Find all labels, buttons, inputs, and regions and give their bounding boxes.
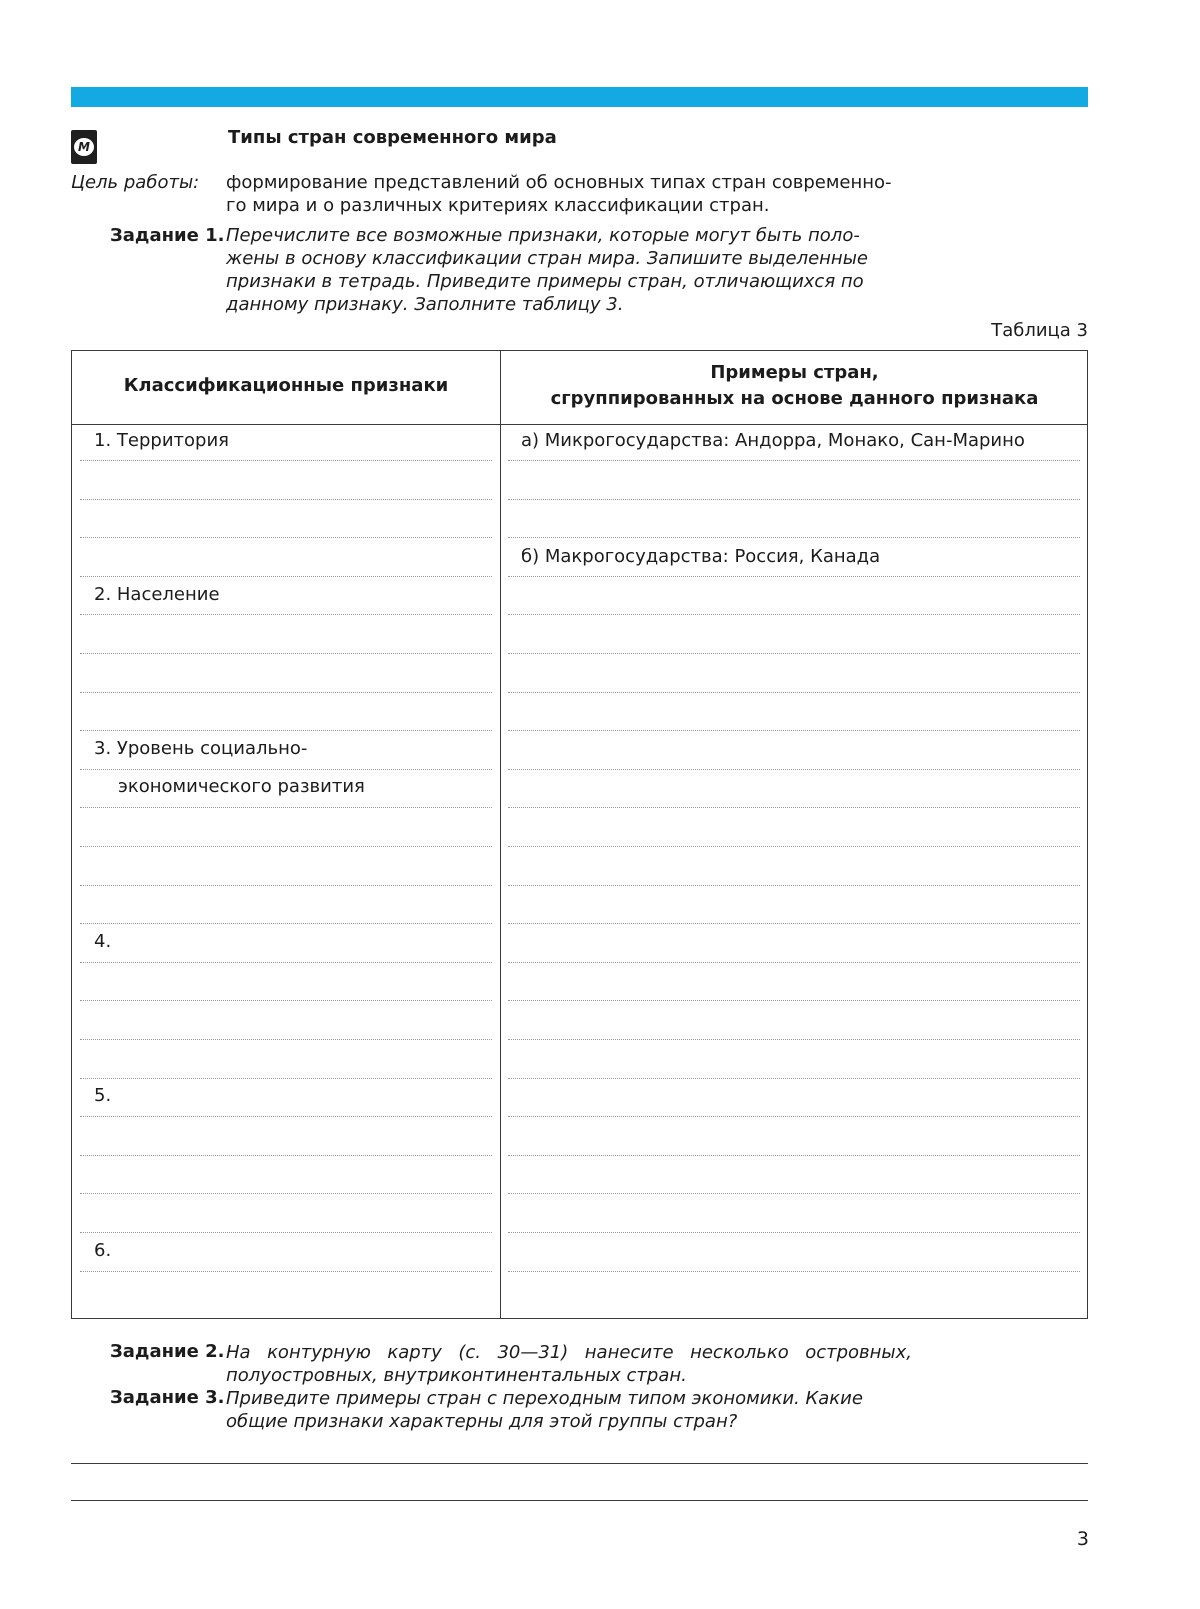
- writing-line-left[interactable]: [80, 769, 492, 770]
- writing-line-right[interactable]: [508, 730, 1080, 731]
- writing-line-right[interactable]: [508, 1155, 1080, 1156]
- task3-label: Задание 3.: [110, 1387, 225, 1408]
- writing-line-left[interactable]: [80, 1232, 492, 1233]
- writing-line-left[interactable]: [80, 1193, 492, 1194]
- task1-text: [226, 224, 868, 316]
- row-4: 4.: [94, 931, 112, 952]
- worksheet-title: Типы стран современного мира: [228, 127, 557, 148]
- answer-line[interactable]: [71, 1463, 1088, 1464]
- marker-letter: М: [74, 138, 94, 156]
- writing-line-right[interactable]: [508, 885, 1080, 886]
- writing-line-left[interactable]: [80, 923, 492, 924]
- writing-line-right[interactable]: [508, 1116, 1080, 1117]
- writing-line-right[interactable]: [508, 692, 1080, 693]
- task2-text: [226, 1341, 912, 1387]
- header-divider: [72, 424, 1087, 425]
- writing-line-left[interactable]: [80, 460, 492, 461]
- writing-line-right[interactable]: [508, 962, 1080, 963]
- goal-line: формирование представлений об основных типах стран современно-: [226, 172, 892, 193]
- writing-line-right[interactable]: [508, 460, 1080, 461]
- writing-line-left[interactable]: [80, 576, 492, 577]
- writing-line-left[interactable]: [80, 1000, 492, 1001]
- writing-line-right[interactable]: [508, 1078, 1080, 1079]
- writing-line-left[interactable]: [80, 653, 492, 654]
- writing-line-right[interactable]: [508, 807, 1080, 808]
- row-development-cont: экономического развития: [118, 776, 365, 797]
- writing-line-left[interactable]: [80, 499, 492, 500]
- goal-line: го мира и о различных критериях классификации стран.: [226, 195, 770, 216]
- writing-line-right[interactable]: [508, 1271, 1080, 1272]
- header-right-line: Примеры стран,: [710, 362, 879, 383]
- row-development: 3. Уровень социально-: [94, 738, 308, 759]
- writing-line-left[interactable]: [80, 1155, 492, 1156]
- task1-line: данному признаку. Заполните таблицу 3.: [226, 294, 624, 315]
- task1-line: Перечислите все возможные признаки, которые могут быть поло-: [226, 225, 860, 246]
- row-6: 6.: [94, 1240, 112, 1261]
- goal-label: Цель работы:: [71, 172, 200, 193]
- row-territory: 1. Территория: [94, 430, 229, 451]
- writing-line-right[interactable]: [508, 769, 1080, 770]
- column-divider: [500, 351, 501, 1318]
- task3-line: общие признаки характерны для этой группы стран?: [226, 1411, 738, 1432]
- task2-label: Задание 2.: [110, 1341, 225, 1362]
- goal-text: [226, 171, 892, 217]
- task1-line: признаки в тетрадь. Приведите примеры стран, отличающихся по: [226, 271, 864, 292]
- task2-line: полуостровных, внутриконтинентальных стран.: [226, 1365, 687, 1386]
- header-right: [502, 360, 1087, 412]
- writing-line-right[interactable]: [508, 614, 1080, 615]
- writing-line-right[interactable]: [508, 1232, 1080, 1233]
- writing-line-left[interactable]: [80, 537, 492, 538]
- row-population: 2. Население: [94, 584, 220, 605]
- row-5: 5.: [94, 1085, 112, 1106]
- writing-line-left[interactable]: [80, 846, 492, 847]
- marker-icon: [71, 130, 97, 164]
- writing-line-right[interactable]: [508, 537, 1080, 538]
- writing-line-right[interactable]: [508, 923, 1080, 924]
- header-left: Классификационные признаки: [123, 375, 449, 396]
- writing-line-right[interactable]: [508, 1193, 1080, 1194]
- task2-line: На контурную карту (с. 30—31) нанесите несколько островных,: [226, 1342, 912, 1363]
- writing-line-right[interactable]: [508, 653, 1080, 654]
- writing-line-right[interactable]: [508, 1039, 1080, 1040]
- writing-line-left[interactable]: [80, 1039, 492, 1040]
- writing-line-right[interactable]: [508, 846, 1080, 847]
- example-macro: б) Макрогосударства: Россия, Канада: [521, 546, 881, 567]
- task1-line: жены в основу классификации стран мира. Запишите выделенные: [226, 248, 868, 269]
- writing-line-left[interactable]: [80, 1078, 492, 1079]
- writing-line-right[interactable]: [508, 1000, 1080, 1001]
- writing-line-left[interactable]: [80, 885, 492, 886]
- classification-table: [71, 350, 1088, 1319]
- task3-text: [226, 1387, 863, 1433]
- writing-line-right[interactable]: [508, 499, 1080, 500]
- page-number: 3: [1076, 1528, 1089, 1550]
- example-micro: а) Микрогосударства: Андорра, Монако, Сан-Марино: [521, 430, 1025, 451]
- writing-line-right[interactable]: [508, 576, 1080, 577]
- task3-line: Приведите примеры стран с переходным типом экономики. Какие: [226, 1388, 863, 1409]
- answer-line[interactable]: [71, 1500, 1088, 1501]
- header-right-line: сгруппированных на основе данного признака: [550, 388, 1039, 409]
- accent-bar: [71, 87, 1088, 107]
- writing-line-left[interactable]: [80, 1271, 492, 1272]
- writing-line-left[interactable]: [80, 730, 492, 731]
- writing-line-left[interactable]: [80, 807, 492, 808]
- writing-line-left[interactable]: [80, 1116, 492, 1117]
- table-caption: Таблица 3: [991, 320, 1088, 341]
- task1-label: Задание 1.: [110, 225, 225, 246]
- writing-line-left[interactable]: [80, 614, 492, 615]
- writing-line-left[interactable]: [80, 692, 492, 693]
- writing-line-left[interactable]: [80, 962, 492, 963]
